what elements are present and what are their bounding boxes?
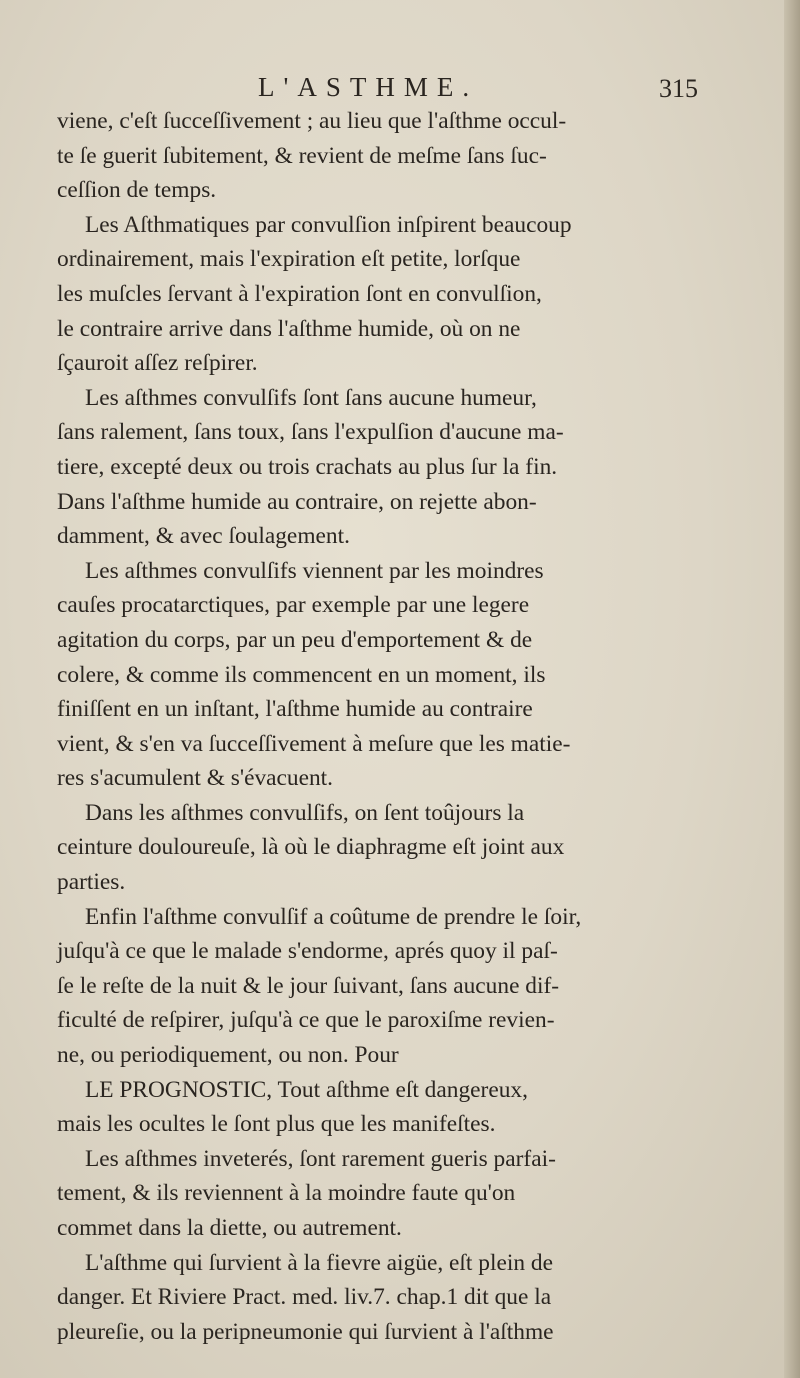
page-number: 315	[659, 74, 698, 103]
text-line: tiere, excepté deux ou trois crachats au plus ſur la fin.	[57, 453, 558, 480]
text-line: cauſes procatarctiques, par exemple par une legere	[57, 592, 530, 619]
text-line: ne, ou periodiquement, ou non. Pour	[57, 1042, 399, 1069]
text-line: Les Aſthmatiques par convulſion inſpirent beaucoup	[85, 211, 572, 238]
text-line: L'aſthme qui ſurvient à la fievre aigüe, eſt plein de	[85, 1249, 553, 1276]
text-line: ceinture douloureuſe, là où le diaphragme eſt joint aux	[57, 834, 565, 861]
text-line: mais les ocultes le ſont plus que les manifeſtes.	[57, 1111, 496, 1138]
text-line: le contraire arrive dans l'aſthme humide, où on ne	[57, 315, 521, 342]
page-header	[258, 72, 698, 106]
text-line: agitation du corps, par un peu d'emportement & de	[57, 626, 533, 653]
text-line: ceſſion de temps.	[57, 177, 217, 204]
text-line: les muſcles ſervant à l'expiration ſont en convulſion,	[57, 280, 542, 307]
text-line: Dans l'aſthme humide au contraire, on rejette abon-	[57, 488, 537, 515]
running-title: L'ASTHME.	[258, 72, 479, 102]
text-line: vient, & s'en va ſucceſſivement à meſure que les matie-	[57, 730, 571, 757]
text-line: finiſſent en un inſtant, l'aſthme humide au contraire	[57, 696, 533, 723]
text-line: Dans les aſthmes convulſifs, on ſent toûjours la	[85, 799, 525, 826]
text-line: ficulté de reſpirer, juſqu'à ce que le paroxiſme revien-	[57, 1007, 555, 1034]
text-line: juſqu'à ce que le malade s'endorme, aprés quoy il paſ-	[57, 938, 558, 965]
text-line: LE PROGNOSTIC, Tout aſthme eſt dangereux,	[85, 1076, 528, 1103]
text-line: commet dans la diette, ou autrement.	[57, 1215, 402, 1241]
text-line: Enfin l'aſthme convulſif a coûtume de prendre le ſoir,	[85, 903, 582, 930]
text-line: colere, & comme ils commencent en un moment, ils	[57, 661, 546, 688]
text-line: parties.	[57, 869, 126, 896]
text-line: Les aſthmes convulſifs viennent par les moindres	[85, 557, 544, 584]
text-line: ſans ralement, ſans toux, ſans l'expulſion d'aucune ma-	[57, 419, 564, 446]
page-edge	[784, 0, 800, 1378]
text-line: ſe le reſte de la nuit & le jour ſuivant, ſans aucune dif-	[57, 972, 560, 999]
text-line: te ſe guerit ſubitement, & revient de meſme ſans ſuc-	[57, 142, 547, 169]
text-line: viene, c'eſt ſucceſſivement ; au lieu que l'aſthme occul-	[57, 108, 567, 134]
text-line: res s'acumulent & s'évacuent.	[57, 765, 334, 792]
text-line: danger. Et Riviere Pract. med. liv.7. chap.1 dit que la	[57, 1284, 552, 1311]
text-line: ordinairement, mais l'expiration eſt petite, lorſque	[57, 246, 521, 273]
text-line: damment, & avec ſoulagement.	[57, 523, 350, 550]
text-line: Les aſthmes convulſifs ſont ſans aucune humeur,	[85, 384, 537, 411]
text-line: pleureſie, ou la peripneumonie qui ſurvient à l'aſthme	[57, 1318, 554, 1345]
text-line: tement, & ils reviennent à la moindre faute qu'on	[57, 1180, 516, 1207]
text-line: ſçauroit aſſez reſpirer.	[57, 350, 258, 377]
text-line: Les aſthmes inveterés, ſont rarement gueris parfai-	[85, 1145, 556, 1172]
body-text	[57, 104, 703, 1349]
